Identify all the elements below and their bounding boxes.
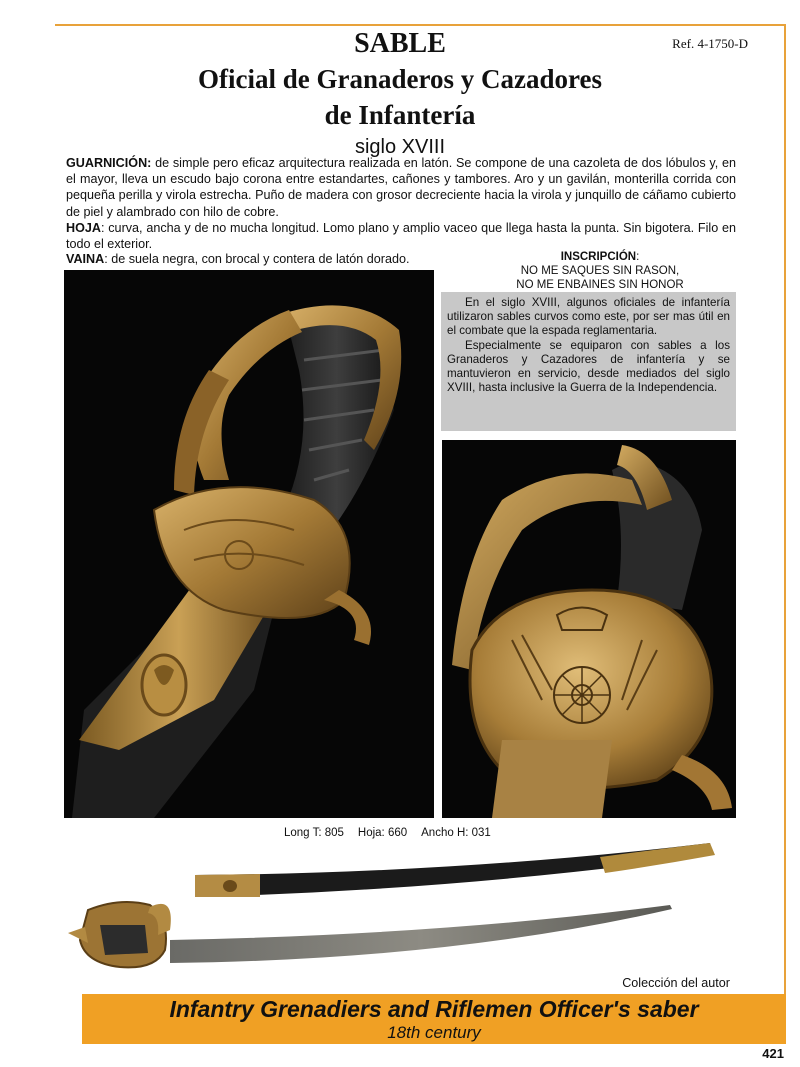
full-sword-photo (60, 835, 740, 980)
description-text (66, 155, 736, 252)
guarnicion-text: de simple pero eficaz arquitectura realizada en latón. Se compone de una cazoleta de dos lóbulos y, en el mayor, lleva un escudo bajo corona entre estandartes, cañones y tambores. Aro y un gavilán, monterilla corrida con pequeña perilla y virola estrecha. Puño de madera con grosor decreciente hacia la virola y junquillo de cáñamo cubierto de piel y alambrado con hilo de cobre. (66, 156, 736, 219)
page-subtitle-line-2: de Infantería (324, 100, 476, 130)
inscription-block (470, 250, 730, 292)
dimension-blade-length: Hoja: 660 (357, 827, 408, 839)
english-title-banner (82, 994, 786, 1044)
english-century: 18th century (387, 1023, 481, 1042)
guarnicion-label: GUARNICIÓN: (66, 156, 152, 170)
dimension-total-length: Long T: 805 (284, 827, 344, 839)
history-note-box (441, 292, 736, 431)
full-sword-illustration (60, 835, 740, 980)
page-subtitle-line-1: Oficial de Granaderos y Cazadores (198, 64, 602, 94)
inscription-line-2: NO ME ENBAINES SIN HONOR (516, 279, 684, 291)
cup-guard-photo (442, 440, 736, 818)
vaina-description (66, 252, 410, 266)
cup-guard-photo-illustration (442, 440, 736, 818)
history-note-paragraph-2: Especialmente se equiparon con sables a los Granaderos y Cazadores de infantería y se mantuvieron en servicio, desde mediados del siglo XVIII, hasta inclusive la Guerra de la Independencia. (447, 338, 730, 395)
vaina-label: VAINA (66, 252, 105, 266)
dimension-blade-width: Ancho H: 031 (421, 827, 491, 839)
inscription-line-1: NO ME SAQUES SIN RASON, (520, 265, 680, 277)
collection-credit: Colección del autor (622, 976, 730, 990)
history-note-paragraph-1: En el siglo XVIII, algunos oficiales de infantería utilizaron sables curvos como este, por ser mas útil en el combate que la espada reglamentaria. (447, 296, 730, 338)
hilt-photo-large-illustration (64, 270, 434, 818)
english-title: Infantry Grenadiers and Riflemen Officer's saber (169, 996, 699, 1022)
page-title: SABLE (354, 28, 446, 59)
page-number: 421 (762, 1046, 784, 1061)
hilt-photo-large (64, 270, 434, 818)
vaina-text: : de suela negra, con brocal y contera de latón dorado. (104, 252, 410, 266)
century-label: siglo XVIII (354, 136, 446, 158)
hoja-label: HOJA (66, 220, 101, 235)
inscription-colon: : (636, 251, 640, 263)
hoja-text: : curva, ancha y de no mucha longitud. Lomo plano y amplio vaceo que llega hasta la punta. Sin bigotera. Filo en todo el exterior. (66, 220, 736, 252)
inscription-label: INSCRIPCIÓN (560, 251, 637, 263)
reference-number: Ref. 4-1750-D (672, 36, 748, 51)
